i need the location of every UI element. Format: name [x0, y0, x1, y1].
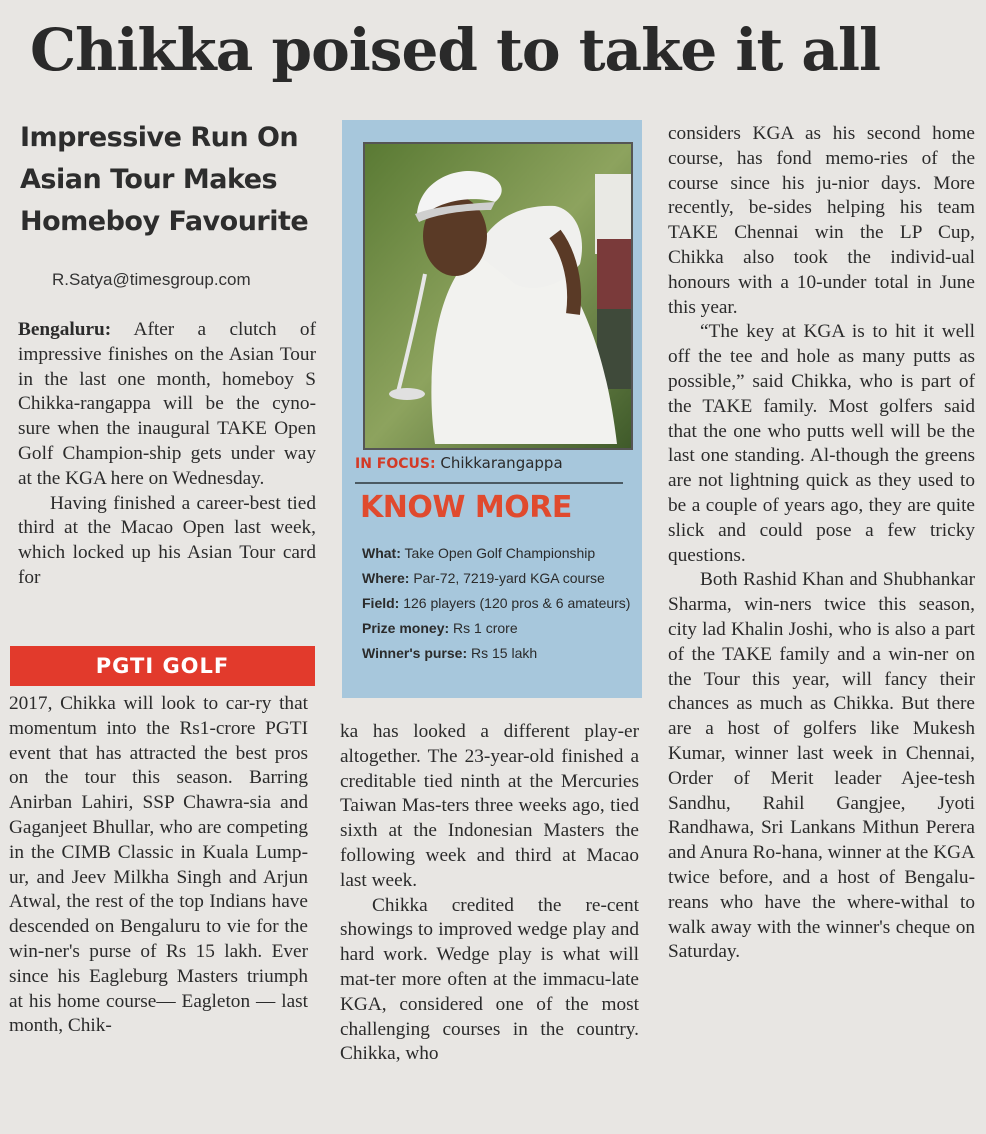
fact-list	[362, 541, 632, 666]
divider	[355, 482, 623, 484]
fact-value: 126 players (120 pros & 6 amateurs)	[403, 595, 631, 611]
paragraph: “The key at KGA is to hit it well off the tee and hole as many putts as possible,” said Chikka, who is part of the TAKE family. Most golfers said that the one who putts well will be the last one standing. Al-though the greens are not lightning quick as they used to be a couple of years ago, they are quite slick and could pose a few tricky questions.	[668, 321, 975, 566]
fact-winners-purse	[362, 641, 632, 666]
subheadline	[20, 117, 320, 243]
paragraph: ka has looked a different play-er altogether. The 23-year-old finished a creditable tied ninth at the Mercuries Taiwan Mas-ters three weeks ago, tied sixth at the Indonesian Masters the following week and third at Macao last week.	[340, 721, 639, 891]
fact-value: Rs 1 crore	[453, 620, 518, 636]
golfer-image	[365, 144, 631, 448]
fact-value: Rs 15 lakh	[471, 645, 538, 661]
subheadline-line-2: Asian Tour Makes	[20, 164, 278, 195]
fact-prize-money	[362, 616, 632, 641]
fact-label: Field:	[362, 595, 400, 611]
photo-caption	[355, 454, 563, 472]
fact-what	[362, 541, 632, 566]
subheadline-line-3: Homeboy Favourite	[20, 206, 309, 237]
section-label-banner: PGTI GOLF	[10, 646, 315, 686]
fact-label: Where:	[362, 570, 410, 586]
fact-label: What:	[362, 545, 401, 561]
fact-field	[362, 591, 632, 616]
paragraph: Chikka credited the re-cent showings to improved wedge play and hard work. Wedge play is what will mat-ter more often at the immacu-late KGA, considered one of the most challenging courses in the country. Chikka, who	[340, 894, 639, 1065]
fact-label: Prize money:	[362, 620, 450, 636]
lead-paragraph	[18, 318, 316, 492]
article-column-2	[340, 720, 639, 1067]
golfer-photo	[363, 142, 633, 450]
paragraph: Both Rashid Khan and Shubhankar Sharma, win-ners twice this season, city lad Khalin Joshi, who is also a part of the TAKE family and a win-ner on the Tour this year, will fancy their chances as much as Chikka. But there are a host of golfers like Mukesh Kumar, winner last week in Chennai, Order of Merit leader Ajee-tesh Sandhu, Rahil Gangjee, Jyoti Randhawa, Sri Lankans Mithun Perera and Anura Ro-hana, winner at the KGA twice before, and a host of Bengalu-reans who have the where-withal to walk away with the winner's cheque on Saturday.	[668, 569, 975, 963]
paragraph: Having finished a career-best tied third at the Macao Open last week, which locked up his Asian Tour card for	[18, 492, 316, 588]
paragraph: considers KGA as his second home course, has fond memo-ries of the course since his ju-nior days. More recently, be-sides helping his team TAKE Chennai win the LP Cup, Chikka also took the individ-ual honours with a 10-under total in June this year.	[668, 123, 975, 318]
paragraph: 2017, Chikka will look to car-ry that momentum into the Rs1-crore PGTI event that has attracted the best pros on the tour this season. Barring Anirban Lahiri, SSP Chawra-sia and Gaganjeet Bhullar, who are competing in the CIMB Classic in Kuala Lump-ur, and Jeev Milkha Singh and Arjun Atwal, the rest of the top Indians have descended on Bengaluru to vie for the win-ner's purse of Rs 15 lakh. Ever since his Eagleburg Masters triumph at his home course— Eagleton — last month, Chik-	[9, 693, 308, 1037]
article-column-1-bottom	[9, 692, 308, 1039]
fact-where	[362, 566, 632, 591]
headline: Chikka poised to take it all	[30, 16, 881, 84]
article-column-1-top	[18, 318, 316, 591]
photo-caption-name: Chikkarangappa	[440, 454, 563, 472]
fact-value: Par-72, 7219-yard KGA course	[413, 570, 605, 586]
fact-label: Winner's purse:	[362, 645, 468, 661]
dateline: Bengaluru:	[18, 319, 112, 340]
byline: R.Satya@timesgroup.com	[52, 270, 251, 289]
fact-value: Take Open Golf Championship	[404, 545, 596, 561]
subheadline-line-1: Impressive Run On	[20, 122, 299, 153]
in-focus-label: IN FOCUS:	[355, 456, 436, 472]
know-more-title: KNOW MORE	[360, 490, 572, 525]
article-column-3	[668, 122, 975, 965]
lead-text: After a clutch of impressive finishes on the Asian Tour in the last one month, homeboy S Chikka-rangappa will be the cyno-sure when the inaugural TAKE Open Golf Champion-ship gets under way at the KGA here on Wednesday.	[18, 319, 316, 489]
